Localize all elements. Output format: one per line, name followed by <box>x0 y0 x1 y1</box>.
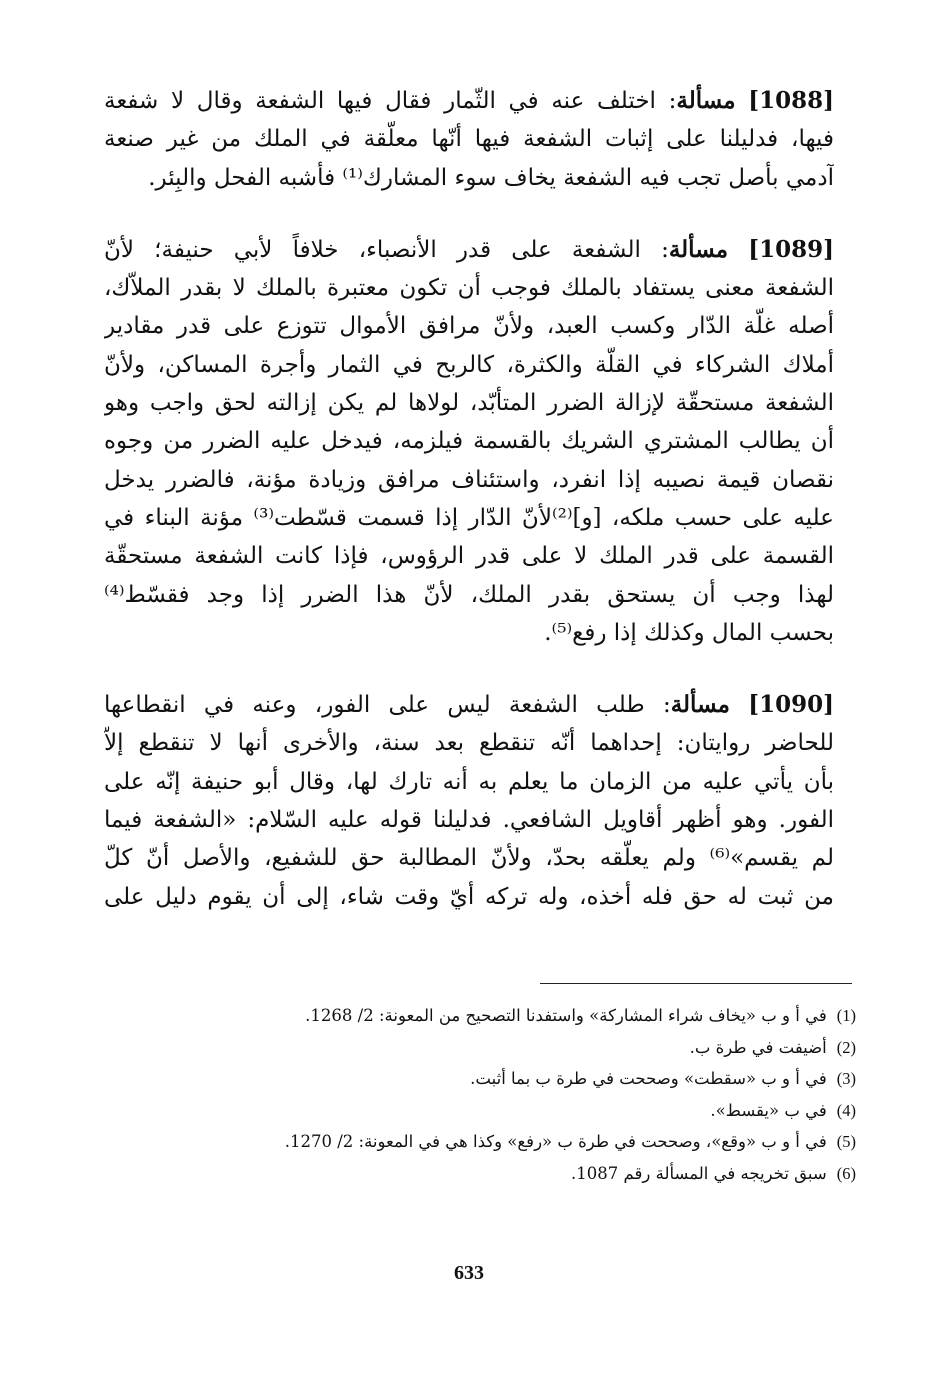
footnote-text: سبق تخريجه في المسألة رقم 1087. <box>571 1163 827 1183</box>
text-line: لهذا وجب أن يستحق بقدر الملك، لأنّ هذا الضرر إذا وجد فقسّط⁽⁴⁾ <box>104 581 834 608</box>
text-line: من ثبت له حق فله أخذه، وله تركه أيّ وقت شاء، إلى أن يقوم دليل على <box>104 883 834 910</box>
text-line: أصله غلّة الدّار وكسب العبد، ولأنّ مرافق الأموال تتوزع على قدر مقادير <box>104 313 834 340</box>
text-line <box>104 686 834 724</box>
text-line: أن يطالب المشتري الشريك بالقسمة فيلزمه، فيدخل عليه الضرر من وجوه <box>104 428 834 455</box>
text-line <box>104 82 834 120</box>
issue-label: مسألة <box>668 235 729 263</box>
footnote-item <box>156 1000 856 1032</box>
footnote-item <box>156 1126 856 1158</box>
footnote-number: (1) <box>836 1006 856 1025</box>
issue-number: [1089] <box>748 235 834 263</box>
page-number: 633 <box>454 1262 484 1284</box>
footnote-text: في ب «يقسط». <box>710 1100 827 1120</box>
issue-1089 <box>104 231 834 652</box>
footnote-item <box>156 1095 856 1127</box>
text-line: آدمي بأصل تجب فيه الشفعة يخاف سوء المشارك⁽¹⁾ فأشبه الفحل والبِئر. <box>148 164 834 191</box>
issue-1088 <box>104 82 834 197</box>
issue-label: مسألة <box>670 691 730 719</box>
issue-1090 <box>104 686 834 916</box>
text-line: الشفعة معنى يستفاد بالملك فوجب أن تكون معتبرة بالملك لا بقدر الملاّك، <box>104 275 834 302</box>
text-line: الفور. وهو أظهر أقاويل الشافعي. فدليلنا قوله عليه السّلام: «الشفعة فيما <box>104 807 834 834</box>
footnote-item <box>156 1158 856 1190</box>
footnote-text: في أ و ب «وقع»، وصححت في طرة ب «رفع» وكذا هي في المعونة: 2/ 1270. <box>284 1132 827 1151</box>
footnote-item <box>156 1032 856 1064</box>
line-text: : طلب الشفعة ليس على الفور، وعنه في انقطاعها <box>104 692 671 719</box>
footnote-number: (4) <box>836 1100 856 1120</box>
issue-label: مسألة <box>676 87 736 114</box>
footnote-number: (6) <box>836 1163 856 1183</box>
line-text: : الشفعة على قدر الأنصباء، خلافاً لأبي حنيفة؛ لأنّ <box>104 236 669 263</box>
text-line: بأن يأتي عليه من الزمان ما يعلم به أنه تارك لها، وقال أبو حنيفة إنّه على <box>104 768 834 795</box>
footnote-text: أضيفت في طرة ب. <box>689 1037 827 1057</box>
text-line: الشفعة مستحقّة لإزالة الضرر المتأبّد، لولاها لم يكن إزالته لحق واجب وهو <box>104 390 834 417</box>
text-line: القسمة على قدر الملك لا على قدر الرؤوس، فإذا كانت الشفعة مستحقّة <box>104 543 834 570</box>
text-line: أملاك الشركاء في القلّة والكثرة، كالربح في الثمار وأجرة المساكن، ولأنّ <box>104 351 834 378</box>
footnote-number: (2) <box>836 1037 856 1057</box>
text-line: للحاضر روايتان: إحداهما أنّه تنقطع بعد سنة، والأخرى أنها لا تنقطع إلاّ <box>104 730 834 757</box>
footnote-divider <box>540 983 852 984</box>
line-text: : اختلف عنه في الثّمار فقال فيها الشفعة وقال لا شفعة <box>104 88 677 114</box>
footnote-text: في أ و ب «يخاف شراء المشاركة» واستفدنا التصحيح من المعونة: 2/ 1268. <box>305 1006 827 1025</box>
text-line: فيها، فدليلنا على إثبات الشفعة فيها أنّها معلّقة في الملك من غير صنعة <box>104 126 834 153</box>
text-line: لم يقسم»⁽⁶⁾ ولم يعلّقه بحدّ، ولأنّ المطالبة حق للشفيع، والأصل أنّ كلّ <box>104 845 834 872</box>
footnotes <box>156 1000 856 1189</box>
footnote-item <box>156 1063 856 1095</box>
issue-number: [1090] <box>748 691 834 719</box>
footnote-number: (3) <box>836 1069 856 1088</box>
main-text <box>104 82 834 916</box>
footnote-text: في أ و ب «سقطت» وصححت في طرة ب بما أثبت. <box>470 1069 827 1088</box>
text-line: نقصان قيمة نصيبه إذا انفرد، واستئناف مرافق وزيادة مؤنة، فالضرر يدخل <box>104 466 834 493</box>
text-line: عليه على حسب ملكه، [و]⁽²⁾لأنّ الدّار إذا قسمت قسّطت⁽³⁾ مؤنة البناء في <box>104 504 834 531</box>
footnote-number: (5) <box>836 1132 856 1151</box>
issue-number: [1088] <box>748 87 834 114</box>
text-line: بحسب المال وكذلك إذا رفع⁽⁵⁾. <box>544 619 834 646</box>
text-line <box>104 231 834 269</box>
